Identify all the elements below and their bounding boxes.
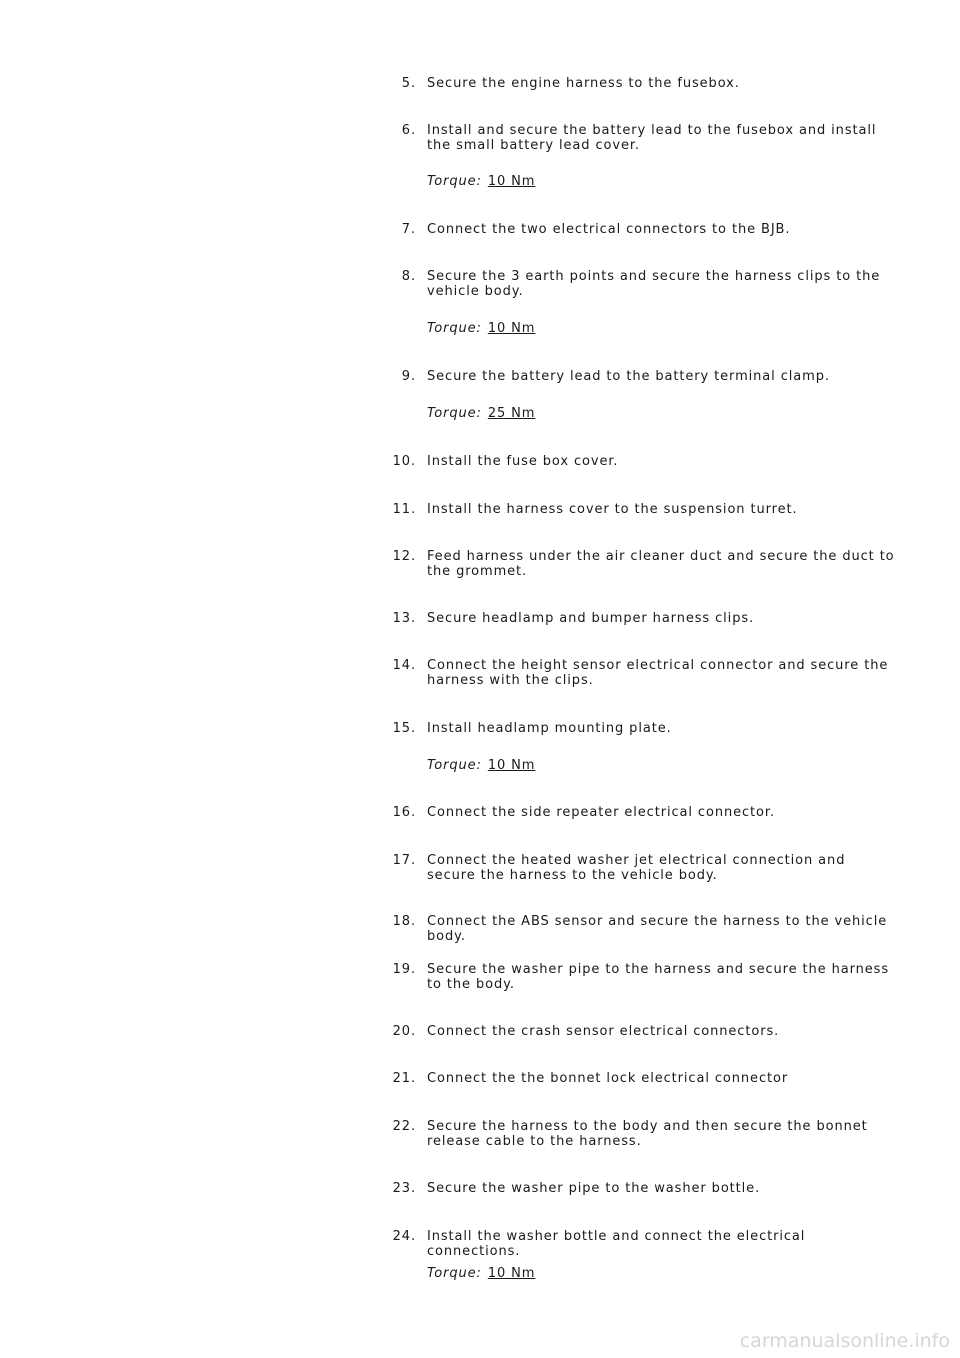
step-number: 15. <box>392 721 416 736</box>
step-text: Connect the height sensor electrical connector and secure the harness with the clips. <box>427 658 889 688</box>
step-number: 10. <box>392 454 416 469</box>
step-number: 13. <box>392 611 416 626</box>
step-number: 21. <box>392 1071 416 1086</box>
torque-value: 10 Nm <box>487 1266 536 1281</box>
step-text: Secure the battery lead to the battery terminal clamp. <box>427 369 830 384</box>
torque-spec <box>427 758 535 773</box>
step-text: Connect the two electrical connectors to the BJB. <box>427 222 791 237</box>
step-text: Secure the washer pipe to the harness and secure the harness to the body. <box>427 962 890 992</box>
step-text: Install and secure the battery lead to the fusebox and install the small battery lead cover. <box>427 123 877 153</box>
step-number: 6. <box>401 123 416 138</box>
torque-label: Torque: <box>427 1266 482 1281</box>
step-number: 16. <box>392 805 416 820</box>
step-number: 11. <box>392 502 416 517</box>
torque-label: Torque: <box>427 758 482 773</box>
step-number: 19. <box>392 962 416 977</box>
torque-label: Torque: <box>427 321 482 336</box>
step-text: Install the harness cover to the suspension turret. <box>427 502 798 517</box>
step-text: Connect the crash sensor electrical connectors. <box>427 1024 780 1039</box>
step-text: Secure the harness to the body and then secure the bonnet release cable to the harness. <box>427 1119 868 1149</box>
torque-label: Torque: <box>427 174 482 189</box>
step-text: Install the fuse box cover. <box>427 454 619 469</box>
step-text: Secure the washer pipe to the washer bottle. <box>427 1181 761 1196</box>
step-text: Feed harness under the air cleaner duct and secure the duct to the grommet. <box>427 549 895 579</box>
step-number: 7. <box>401 222 416 237</box>
torque-label: Torque: <box>427 406 482 421</box>
step-text: Connect the the bonnet lock electrical connector <box>427 1071 789 1086</box>
torque-spec <box>427 406 535 421</box>
step-number: 22. <box>392 1119 416 1134</box>
step-number: 9. <box>401 369 416 384</box>
step-number: 18. <box>392 914 416 929</box>
step-number: 14. <box>392 658 416 673</box>
step-text: Connect the ABS sensor and secure the harness to the vehicle body. <box>427 914 888 944</box>
step-text: Install the washer bottle and connect the electrical connections. <box>427 1229 806 1259</box>
step-number: 23. <box>392 1181 416 1196</box>
step-number: 12. <box>392 549 416 564</box>
step-text: Connect the side repeater electrical connector. <box>427 805 775 820</box>
torque-value: 25 Nm <box>487 406 536 421</box>
step-text: Secure the 3 earth points and secure the harness clips to the vehicle body. <box>427 269 881 299</box>
step-number: 8. <box>401 269 416 284</box>
step-text: Install headlamp mounting plate. <box>427 721 672 736</box>
torque-spec <box>427 1266 535 1281</box>
step-number: 20. <box>392 1024 416 1039</box>
step-text: Secure the engine harness to the fusebox. <box>427 76 740 91</box>
step-text: Connect the heated washer jet electrical connection and secure the harness to the vehicle body. <box>427 853 846 883</box>
torque-value: 10 Nm <box>487 321 536 336</box>
step-text: Secure headlamp and bumper harness clips. <box>427 611 755 626</box>
torque-value: 10 Nm <box>487 174 536 189</box>
watermark-text: carmanualsonline.info <box>739 1330 950 1352</box>
torque-value: 10 Nm <box>487 758 536 773</box>
step-number: 5. <box>401 76 416 91</box>
torque-spec <box>427 321 535 336</box>
torque-spec <box>427 174 535 189</box>
step-number: 24. <box>392 1229 416 1244</box>
step-number: 17. <box>392 853 416 868</box>
